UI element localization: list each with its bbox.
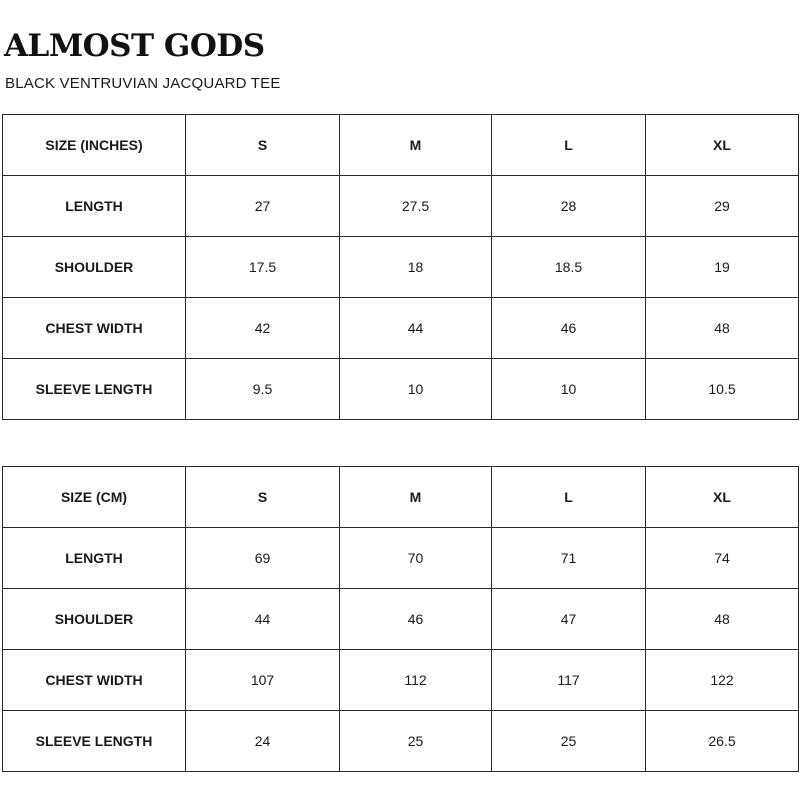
table-row [3, 359, 799, 420]
table-cell: 112 [340, 650, 492, 711]
row-label: SLEEVE LENGTH [3, 711, 186, 772]
header-cell-size: SIZE (CM) [3, 467, 186, 528]
table-header-row [3, 115, 799, 176]
table-cell: 27.5 [340, 176, 492, 237]
table-cell: 44 [340, 298, 492, 359]
table-cell: 46 [340, 589, 492, 650]
table-cell: 17.5 [186, 237, 340, 298]
table-row [3, 528, 799, 589]
table-cell: 9.5 [186, 359, 340, 420]
table-cell: 47 [492, 589, 646, 650]
table-cell: 26.5 [646, 711, 799, 772]
row-label: LENGTH [3, 528, 186, 589]
header-cell-size: SIZE (INCHES) [3, 115, 186, 176]
table-cell: 10 [492, 359, 646, 420]
size-table-cm [2, 466, 799, 772]
table-cell: 44 [186, 589, 340, 650]
table-cell: 25 [340, 711, 492, 772]
table-cell: 29 [646, 176, 799, 237]
table-row [3, 589, 799, 650]
table-cell: 48 [646, 589, 799, 650]
table-cell: 25 [492, 711, 646, 772]
table-cell: 24 [186, 711, 340, 772]
table-row [3, 711, 799, 772]
brand-logo-text: ALMOST GODS [4, 28, 265, 64]
table-header-row [3, 467, 799, 528]
row-label: LENGTH [3, 176, 186, 237]
table-cell: 107 [186, 650, 340, 711]
table-row [3, 298, 799, 359]
header-cell-m: M [340, 115, 492, 176]
table-cell: 10 [340, 359, 492, 420]
header-cell-l: L [492, 115, 646, 176]
table-cell: 19 [646, 237, 799, 298]
table-cell: 18 [340, 237, 492, 298]
row-label: CHEST WIDTH [3, 298, 186, 359]
header-cell-xl: XL [646, 115, 799, 176]
header-cell-l: L [492, 467, 646, 528]
header-cell-xl: XL [646, 467, 799, 528]
table-cell: 74 [646, 528, 799, 589]
table-cell: 117 [492, 650, 646, 711]
table-cell: 10.5 [646, 359, 799, 420]
header-cell-m: M [340, 467, 492, 528]
table-cell: 27 [186, 176, 340, 237]
table-cell: 42 [186, 298, 340, 359]
row-label: CHEST WIDTH [3, 650, 186, 711]
row-label: SHOULDER [3, 237, 186, 298]
table-cell: 48 [646, 298, 799, 359]
table-cell: 18.5 [492, 237, 646, 298]
row-label: SHOULDER [3, 589, 186, 650]
product-title: BLACK VENTRUVIAN JACQUARD TEE [5, 75, 281, 92]
table-cell: 122 [646, 650, 799, 711]
table-row [3, 650, 799, 711]
table-cell: 70 [340, 528, 492, 589]
table-cell: 28 [492, 176, 646, 237]
table-cell: 71 [492, 528, 646, 589]
table-cell: 69 [186, 528, 340, 589]
table-row [3, 237, 799, 298]
header-cell-s: S [186, 115, 340, 176]
size-table-inches [2, 114, 799, 420]
table-row [3, 176, 799, 237]
row-label: SLEEVE LENGTH [3, 359, 186, 420]
table-cell: 46 [492, 298, 646, 359]
header-cell-s: S [186, 467, 340, 528]
